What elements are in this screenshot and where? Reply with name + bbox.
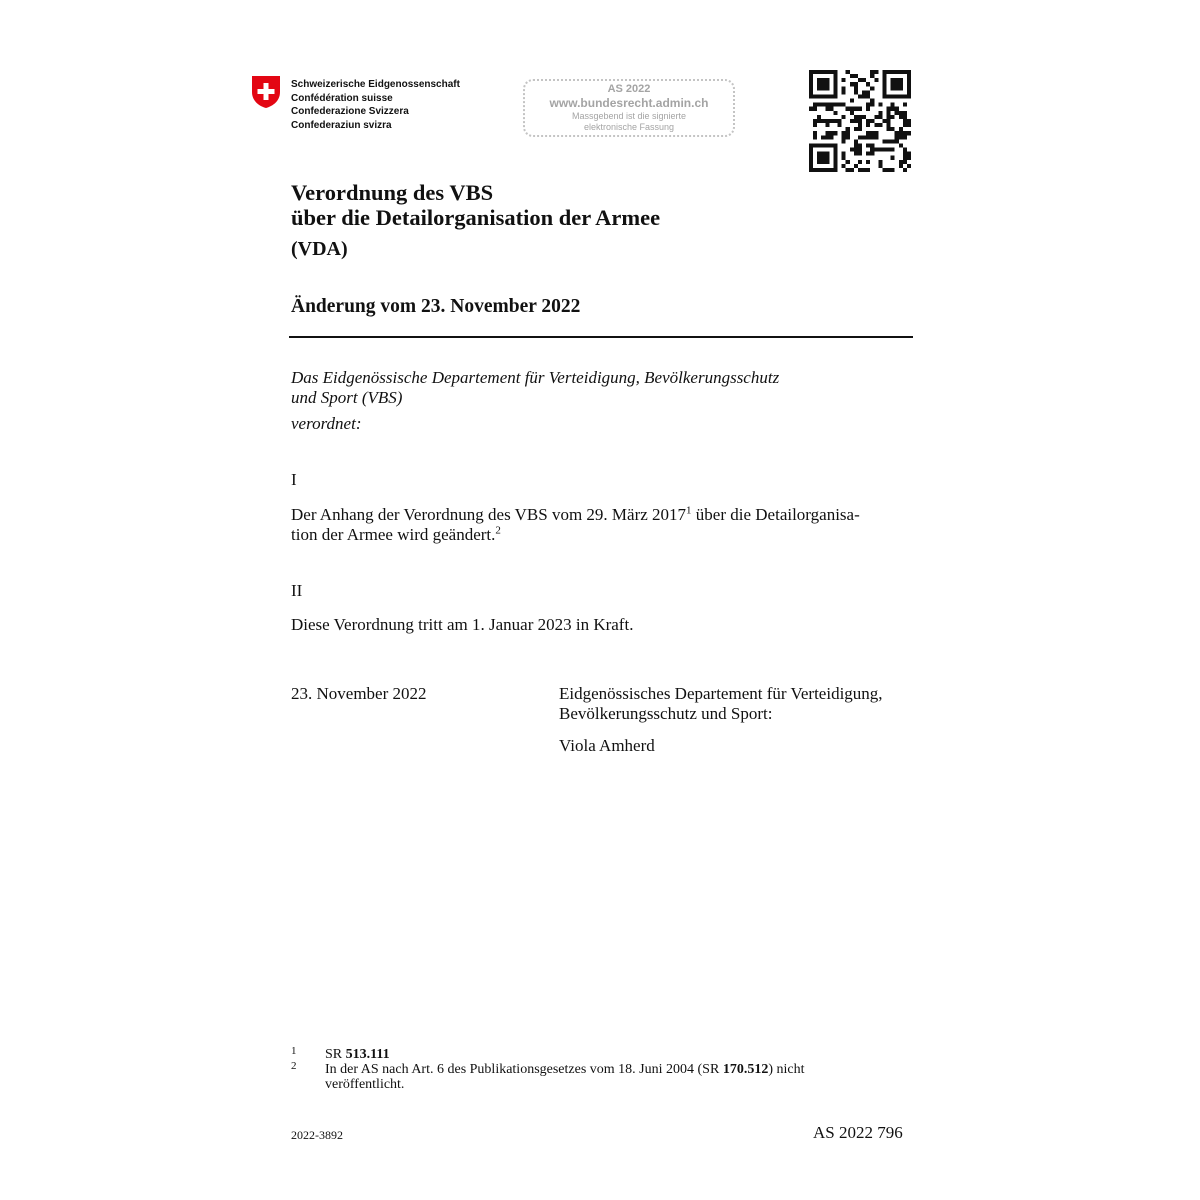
confederation-name-de: Schweizerische Eidgenossenschaft <box>291 79 460 90</box>
document-number: 2022-3892 <box>291 1128 343 1142</box>
confederation-name-rm: Confederaziun svizra <box>291 119 392 131</box>
stamp-note-line2: elektronische Fassung <box>583 122 675 132</box>
department-line-2: Bevölkerungsschutz und Sport: <box>559 704 773 723</box>
signature-department <box>559 684 883 724</box>
title-divider <box>289 336 913 338</box>
confederation-name-fr: Confédération suisse <box>291 92 393 104</box>
footnote-ref-2: 2 <box>495 524 501 537</box>
title-line-1: Verordnung des VBS <box>291 180 494 205</box>
footnote-2-text-a: In der AS nach Art. 6 des Publikationsgesetzes vom 18. Juni 2004 (SR <box>325 1062 723 1077</box>
stamp-collection: AS 2022 <box>607 83 651 95</box>
preamble-line-2: und Sport (VBS) <box>291 388 403 407</box>
preamble <box>291 368 779 434</box>
footnote-ref-1: 1 <box>686 504 692 517</box>
footnote-2 <box>291 1062 804 1092</box>
confederation-name-it: Confederazione Svizzera <box>291 106 409 117</box>
footnote-2-sr-number: 170.512 <box>722 1062 769 1077</box>
publication-stamp <box>523 79 735 137</box>
stamp-website: www.bundesrecht.admin.ch <box>549 96 709 110</box>
department-line-1: Eidgenössisches Departement für Verteidigung, <box>559 684 883 703</box>
footnote-2-text-b: ) nicht <box>768 1062 805 1077</box>
amendment-date: Änderung vom 23. November 2022 <box>291 296 581 317</box>
footnote-number: 1 <box>291 1045 297 1057</box>
section-1-line-2-text: tion der Armee wird geändert. <box>291 525 496 544</box>
swiss-cross-icon <box>251 75 281 109</box>
as-reference: AS 2022 796 <box>813 1123 903 1142</box>
footnote-number: 2 <box>291 1060 297 1072</box>
section-1-line-1 <box>291 505 860 525</box>
document-title <box>291 180 660 262</box>
preamble-verordnet: verordnet: <box>291 414 362 433</box>
title-line-2: über die Detailorganisation der Armee <box>291 205 661 230</box>
section-1-line-2 <box>291 525 860 545</box>
section-1-line-1-b: über die Detailorganisa- <box>691 505 860 524</box>
stamp-note-line1: Massgebend ist die signierte <box>571 111 687 121</box>
section-1-line-1-a: Der Anhang der Verordnung des VBS vom 29. März 2017 <box>291 505 687 524</box>
section-numeral-1: I <box>291 470 297 489</box>
section-1-text <box>291 505 860 545</box>
confederation-names <box>291 78 460 132</box>
footnote-2-line-2: veröffentlicht. <box>325 1077 405 1092</box>
footnotes <box>291 1047 804 1092</box>
footnote-1 <box>291 1047 804 1062</box>
footnote-1-prefix: SR <box>325 1047 346 1062</box>
section-2-text: Diese Verordnung tritt am 1. Januar 2023 in Kraft. <box>291 615 634 634</box>
footnote-1-sr-number: 513.111 <box>345 1047 390 1062</box>
qr-code-icon <box>809 70 911 172</box>
preamble-line-1: Das Eidgenössische Departement für Verteidigung, Bevölkerungsschutz <box>291 368 780 387</box>
title-abbreviation: (VDA) <box>291 238 348 260</box>
section-numeral-2: II <box>291 581 303 600</box>
signatory-name: Viola Amherd <box>559 736 655 755</box>
signature-date: 23. November 2022 <box>291 684 427 703</box>
